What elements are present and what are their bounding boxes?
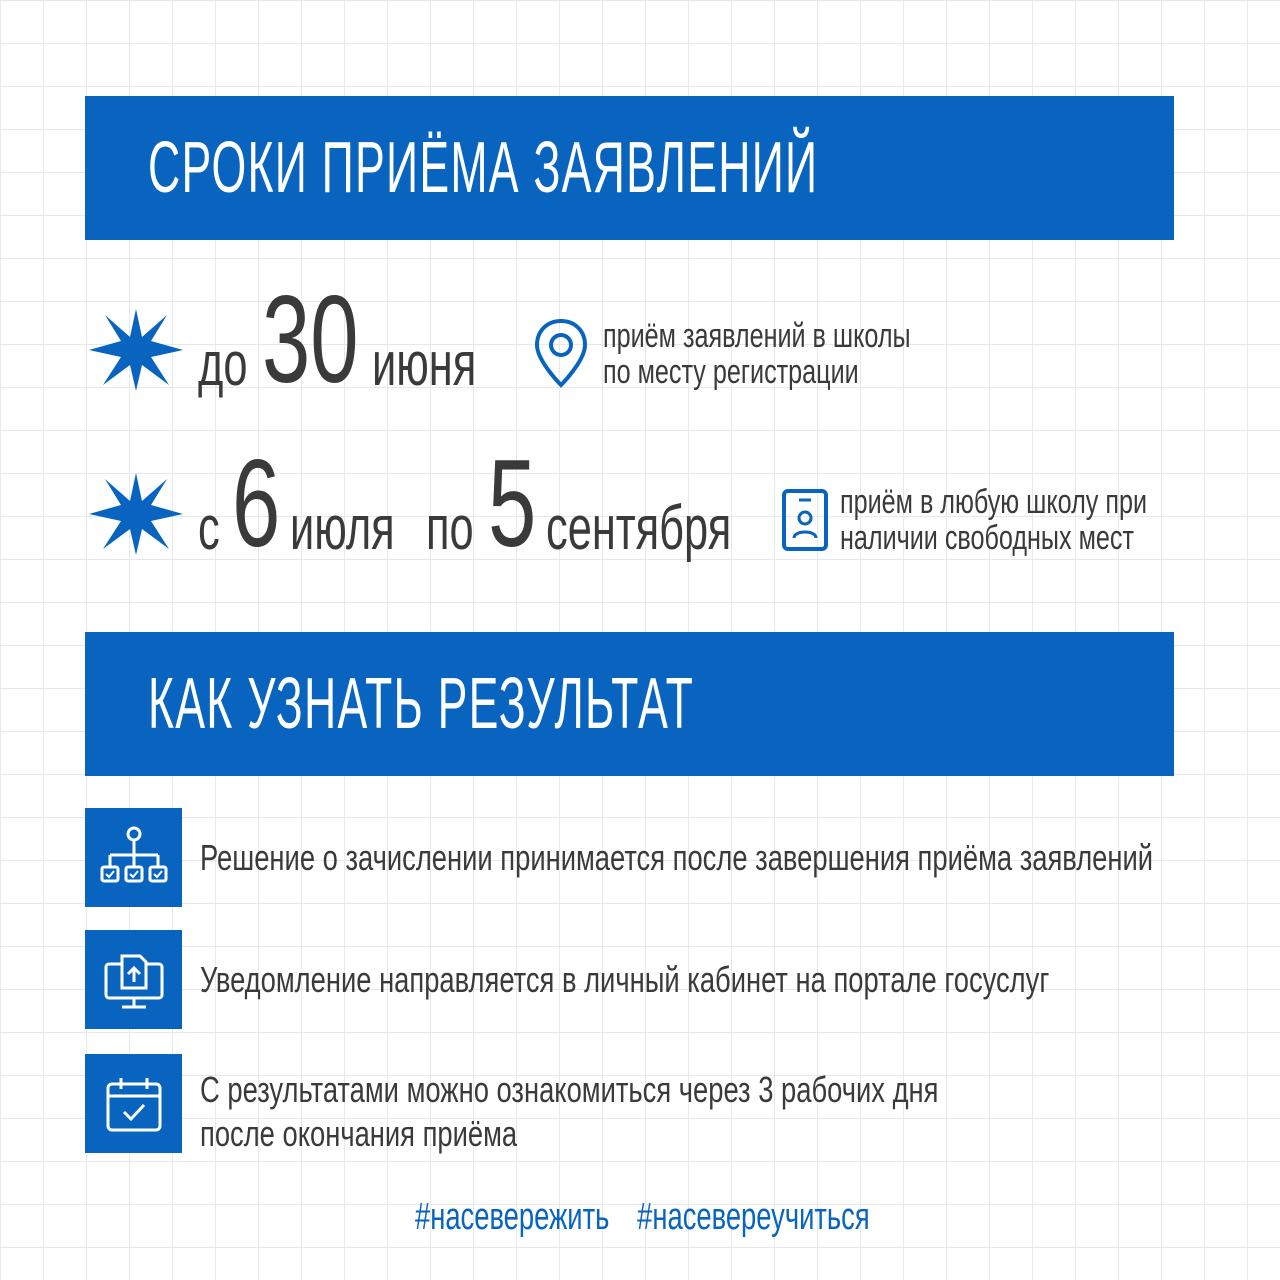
deadline-2-info-line1: приём в любую школу при (840, 483, 1147, 521)
deadline-1-day: 30 (262, 271, 359, 409)
deadline-2-day-from: 6 (232, 435, 281, 573)
deadline-1-prefix: до (198, 330, 248, 399)
hashtag-1[interactable]: #насевережить (415, 1196, 610, 1238)
deadline-2-day-to: 5 (488, 435, 537, 573)
id-badge-icon (781, 488, 829, 552)
deadline-2-info (840, 484, 1147, 556)
section-title-results: КАК УЗНАТЬ РЕЗУЛЬТАТ (148, 664, 695, 744)
result-text-3-line2: после окончания приёма (200, 1113, 518, 1154)
deadline-1 (198, 268, 498, 409)
result-text-1 (200, 836, 1153, 880)
result-icon-box-3 (85, 1054, 182, 1153)
deadline-2-prefix-from: с (198, 494, 220, 563)
starburst-icon (87, 471, 185, 557)
section-header-results (85, 632, 1174, 776)
hierarchy-checklist-icon (99, 825, 169, 891)
section-header-deadlines (85, 96, 1174, 240)
hashtags (415, 1196, 890, 1239)
deadline-1-month: июня (372, 330, 477, 399)
monitor-upload-icon (102, 948, 166, 1012)
deadline-2 (198, 432, 758, 573)
result-text-2 (200, 958, 1049, 1002)
result-icon-box-1 (85, 808, 182, 907)
result-text-2-line1: Уведомление направляется в личный кабинет на портале госуслуг (200, 959, 1050, 1000)
starburst-icon (87, 307, 185, 393)
section-title-deadlines: СРОКИ ПРИЁМА ЗАЯВЛЕНИЙ (148, 128, 819, 208)
calendar-check-icon (104, 1074, 164, 1134)
deadline-1-info-line1: приём заявлений в школы (603, 317, 911, 355)
deadline-1-info (603, 318, 911, 390)
deadline-2-month-to: сентября (546, 494, 732, 563)
result-text-3 (200, 1068, 938, 1156)
deadline-2-month-from: июля (290, 494, 395, 563)
location-pin-icon (532, 317, 590, 389)
result-icon-box-2 (85, 930, 182, 1029)
hashtag-2[interactable]: #насевереучиться (637, 1196, 870, 1238)
result-text-1-line1: Решение о зачислении принимается после завершения приёма заявлений (200, 837, 1154, 878)
deadline-2-info-line2: наличии свободных мест (840, 519, 1134, 557)
result-text-3-line1: С результатами можно ознакомиться через 3 рабочих дня (200, 1069, 939, 1110)
deadline-1-info-line2: по месту регистрации (603, 353, 859, 391)
deadline-2-prefix-to: по (426, 494, 474, 563)
